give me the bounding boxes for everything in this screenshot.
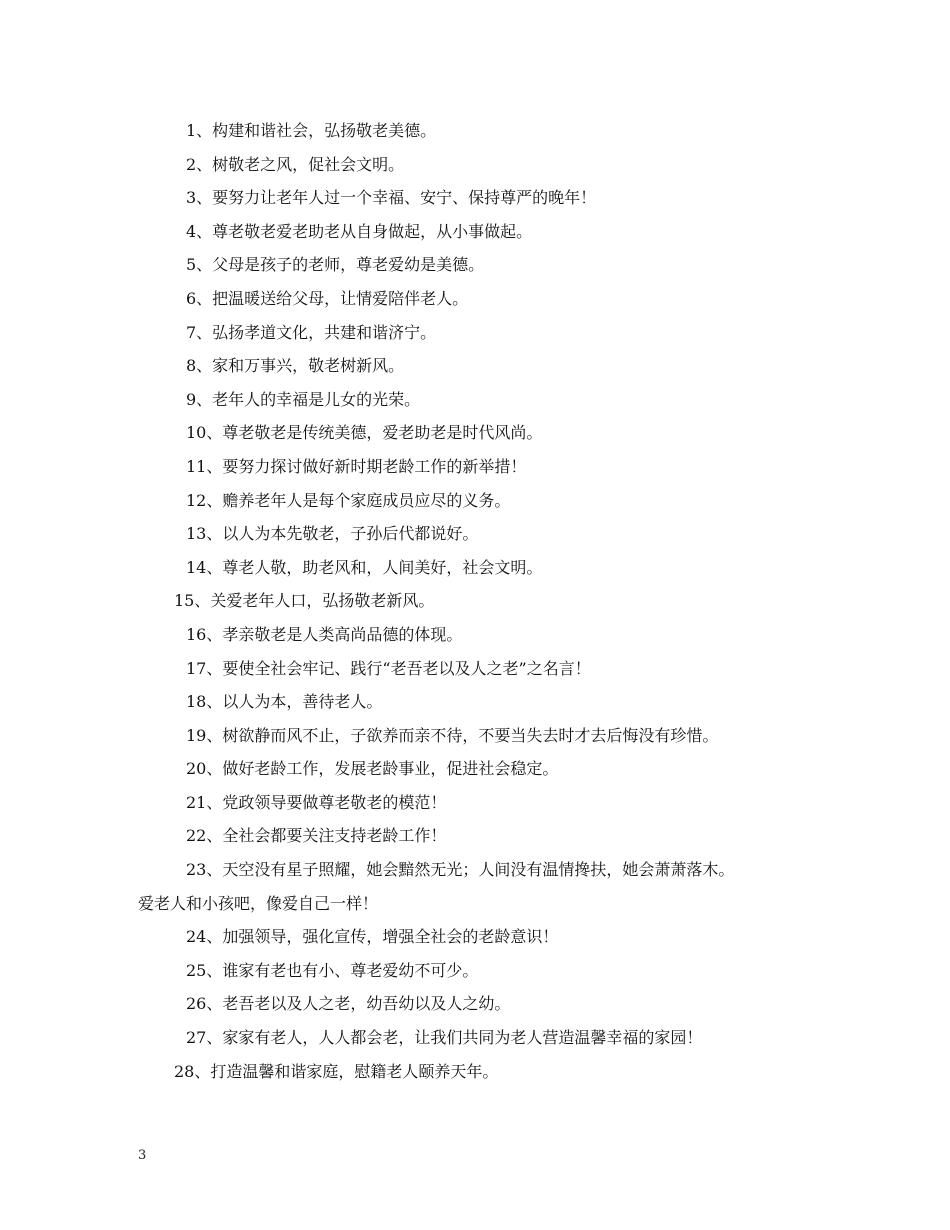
list-item: 15、关爱老年人口，弘扬敬老新风。 <box>174 591 435 611</box>
list-item: 1、构建和谐社会，弘扬敬老美德。 <box>186 121 437 140</box>
list-item: 26、老吾老以及人之老，幼吾幼以及人之幼。 <box>186 994 511 1014</box>
list-item: 23、天空没有星子照耀，她会黯然无光；人间没有温情搀扶，她会萧萧落木。 <box>186 860 735 880</box>
list-item: 7、弘扬孝道文化，共建和谐济宁。 <box>186 322 437 342</box>
list-item: 28、打造温馨和谐家庭，慰籍老人颐养天年。 <box>174 1061 499 1081</box>
list-item: 3、要努力让老年人过一个幸福、安宁、保持尊严的晚年！ <box>186 188 597 208</box>
list-item: 12、赡养老年人是每个家庭成员应尽的义务。 <box>186 490 511 510</box>
slogan-list <box>138 114 838 1088</box>
list-item: 25、谁家有老也有小、尊老爱幼不可少。 <box>186 960 479 980</box>
list-item: 8、家和万事兴，敬老树新风。 <box>186 356 405 376</box>
list-item: 24、加强领导，强化宣传，增强全社会的老龄意识！ <box>186 927 559 947</box>
list-item: 16、孝亲敬老是人类高尚品德的体现。 <box>186 624 463 644</box>
list-item: 19、树欲静而风不止，子欲养而亲不待，不要当失去时才去后悔没有珍惜。 <box>186 725 719 745</box>
list-item: 5、父母是孩子的老师，尊老爱幼是美德。 <box>186 255 485 275</box>
list-item: 22、全社会都要关注支持老龄工作！ <box>186 826 447 846</box>
list-item: 11、要努力探讨做好新时期老龄工作的新举措！ <box>186 456 527 476</box>
list-item: 9、老年人的幸福是儿女的光荣。 <box>186 389 421 409</box>
list-item: 20、做好老龄工作，发展老龄事业，促进社会稳定。 <box>186 759 559 779</box>
list-item: 18、以人为本，善待老人。 <box>186 692 383 712</box>
list-item: 6、把温暖送给父母，让情爱陪伴老人。 <box>186 288 469 308</box>
list-item: 14、尊老人敬，助老风和，人间美好，社会文明。 <box>186 557 543 577</box>
list-item: 10、尊老敬老是传统美德，爱老助老是时代风尚。 <box>186 423 543 443</box>
list-item: 27、家家有老人，人人都会老，让我们共同为老人营造温馨幸福的家园！ <box>186 1028 703 1048</box>
list-item: 4、尊老敬老爱老助老从自身做起，从小事做起。 <box>186 221 533 241</box>
page-number: 3 <box>138 1148 147 1163</box>
list-item: 13、以人为本先敬老，子孙后代都说好。 <box>186 524 479 544</box>
list-item: 2、树敬老之风，促社会文明。 <box>186 154 405 174</box>
list-item: 17、要使全社会牢记、践行“老吾老以及人之老”之名言！ <box>186 658 591 678</box>
list-item-continuation: 爱老人和小孩吧，像爱自己一样！ <box>138 893 379 913</box>
list-item: 21、党政领导要做尊老敬老的模范！ <box>186 792 447 812</box>
